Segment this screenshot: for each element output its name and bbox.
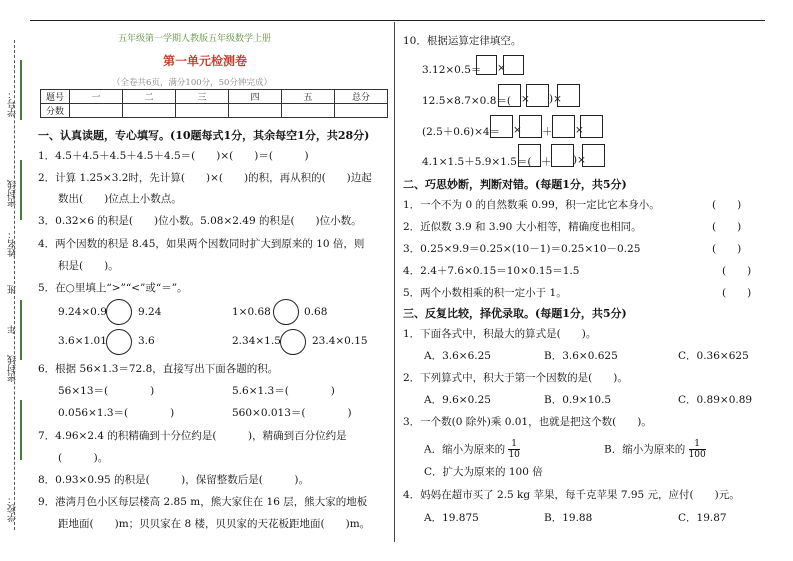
margin-bar bbox=[20, 160, 22, 220]
question: 8．0.93×0.95 的积是( )，保留整数后是( )。 bbox=[38, 474, 309, 486]
choice-option[interactable]: B．19.88 bbox=[544, 512, 593, 524]
score-cell: 一 bbox=[70, 90, 123, 104]
compare-expr: 1×0.68 bbox=[232, 306, 271, 318]
question: 4．妈妈在超市买了 2.5 kg 苹果，每千克苹果 7.95 元，应付( )元。 bbox=[403, 489, 740, 501]
answer-box[interactable] bbox=[490, 115, 513, 138]
answer-item: 5.6×1.3＝( ) bbox=[232, 385, 335, 397]
answer-box[interactable] bbox=[518, 144, 541, 167]
score-cell: 三 bbox=[176, 90, 229, 104]
answer-box[interactable] bbox=[503, 55, 524, 75]
question: 3．0.32×6 的积是( )位小数。5.08×2.49 的积是( )位小数。 bbox=[38, 215, 362, 227]
section3-title: 三、反复比较，择优录取。(每题1分，共5分) bbox=[403, 307, 627, 320]
compare-expr: 3.6×1.01 bbox=[58, 335, 107, 347]
op-symbol: )× bbox=[549, 93, 562, 105]
answer-box[interactable] bbox=[557, 84, 580, 107]
question: 2．计算 1.25×3.2时，先计算( )×( )的积，再从积的( )边起 bbox=[38, 172, 372, 184]
top-rule bbox=[30, 20, 765, 21]
question: 数出( )位点上小数点。 bbox=[58, 193, 182, 205]
question: 10．根据运算定律填空。 bbox=[403, 35, 522, 47]
score-cell: 五 bbox=[282, 90, 335, 104]
choice-option[interactable]: C．19.87 bbox=[678, 512, 727, 524]
op-symbol: × bbox=[513, 124, 522, 136]
question: ( )。 bbox=[58, 452, 109, 464]
compare-circle[interactable] bbox=[106, 299, 132, 325]
score-cell: 总分 bbox=[335, 90, 388, 104]
margin-school-label: 学校： bbox=[8, 495, 18, 522]
judge-paren[interactable]: ( ) bbox=[722, 265, 752, 277]
choice-text: A．缩小为原来的 bbox=[424, 443, 506, 456]
compare-expr: 9.24×0.9 bbox=[58, 306, 107, 318]
compare-expr: 9.24 bbox=[138, 306, 162, 318]
judge-paren[interactable]: ( ) bbox=[712, 221, 742, 233]
choice-option[interactable]: C．扩大为原来的 100 倍 bbox=[424, 466, 543, 478]
exam-note: （全卷共6页，满分100分，50分钟完成） bbox=[112, 78, 272, 88]
answer-box[interactable] bbox=[552, 115, 575, 138]
compare-circle[interactable] bbox=[280, 329, 306, 355]
exam-subtitle: 五年级第一学期人教版五年级数学上册 bbox=[118, 34, 272, 44]
law-expr: (2.5＋0.6)×4＝ bbox=[422, 126, 501, 138]
answer-box[interactable] bbox=[580, 115, 603, 138]
choice-option[interactable]: B．3.6×0.625 bbox=[544, 350, 618, 362]
question: 积是( )。 bbox=[58, 260, 119, 272]
section1-title: 一、认真读题，专心填写。(10题每式1分，其余每空1分，共28分) bbox=[38, 129, 370, 142]
choice-option[interactable]: C．0.36×625 bbox=[678, 350, 749, 362]
judge-item: 5．两个小数相乘的积一定小于 1。 bbox=[403, 287, 567, 299]
op-symbol: )× bbox=[573, 154, 586, 166]
margin-grade-label: 年 bbox=[8, 325, 18, 334]
op-symbol: × bbox=[575, 124, 584, 136]
law-expr: 4.1×1.5＋5.9×1.5＝( bbox=[422, 156, 532, 168]
choice-option[interactable]: C．0.89×0.89 bbox=[678, 394, 753, 406]
answer-box[interactable] bbox=[551, 144, 574, 167]
law-expr: 12.5×8.7×0.8＝( bbox=[422, 95, 511, 107]
question: 距地面( )m；贝贝家在 8 楼，贝贝家的天花板距地面( )m。 bbox=[58, 518, 371, 530]
choice-option[interactable] bbox=[604, 439, 706, 460]
question: 4．两个因数的积是 8.45，如果两个因数同时扩大到原来的 10 倍，则 bbox=[38, 238, 365, 250]
judge-paren[interactable]: ( ) bbox=[712, 199, 742, 211]
answer-item: 0.056×1.3＝( ) bbox=[58, 407, 175, 419]
choice-option[interactable]: A．9.6×0.25 bbox=[424, 394, 491, 406]
margin-bar bbox=[20, 400, 22, 460]
question: 3．一个数(0 除外)乘 0.01，也就是把这个数( )。 bbox=[403, 416, 652, 428]
answer-item: 560×0.013＝( ) bbox=[232, 407, 352, 419]
score-cell: 四 bbox=[229, 90, 282, 104]
margin-bar bbox=[20, 60, 22, 120]
compare-expr: 23.4×0.15 bbox=[312, 335, 368, 347]
margin-class-label: 班 bbox=[8, 285, 18, 294]
op-symbol: × bbox=[497, 62, 506, 74]
column-divider bbox=[394, 22, 395, 542]
compare-circle[interactable] bbox=[106, 329, 132, 355]
judge-paren[interactable]: ( ) bbox=[722, 287, 752, 299]
answer-box[interactable] bbox=[476, 55, 497, 75]
answer-box[interactable] bbox=[526, 84, 549, 107]
judge-item: 1．一个不为 0 的自然数乘 0.99，积一定比它本身小。 bbox=[403, 199, 660, 211]
choice-option[interactable]: B．0.9×10.5 bbox=[544, 394, 612, 406]
answer-box[interactable] bbox=[582, 144, 605, 167]
op-symbol: ＋ bbox=[542, 126, 553, 138]
compare-expr: 0.68 bbox=[304, 306, 328, 318]
question: 7．4.96×2.4 的积精确到十分位约是( )，精确到百分位约是 bbox=[38, 430, 347, 442]
score-cell: 分数 bbox=[41, 104, 70, 118]
exam-title: 第一单元检测卷 bbox=[163, 54, 248, 68]
op-symbol: ＋ bbox=[541, 156, 552, 168]
answer-item: 56×13＝( ) bbox=[58, 385, 155, 397]
score-table bbox=[40, 89, 388, 118]
judge-item: 3．0.25×9.9＝0.25×(10－1)＝0.25×10－0.25 bbox=[403, 243, 641, 255]
fraction: $\frac{1}{100}$ bbox=[688, 439, 706, 460]
margin-id-label: 学号： bbox=[8, 90, 18, 117]
fraction: $\frac{1}{10}$ bbox=[508, 439, 520, 460]
answer-box[interactable] bbox=[498, 84, 521, 107]
score-cell: 题号 bbox=[41, 90, 70, 104]
question: 5．在○里填上“>”“<”或“＝”。 bbox=[38, 282, 188, 294]
judge-item: 2．近似数 3.9 和 3.90 大小相等，精确度也相同。 bbox=[403, 221, 642, 233]
question: 1．4.5＋4.5＋4.5＋4.5＋4.5＝( )×( )＝( ) bbox=[38, 150, 309, 162]
answer-box[interactable] bbox=[519, 115, 542, 138]
question: 1．下面各式中，积最大的算式是( )。 bbox=[403, 328, 597, 340]
compare-expr: 2.34×1.5 bbox=[232, 335, 281, 347]
score-cell: 二 bbox=[123, 90, 176, 104]
margin-dashed-line bbox=[14, 40, 17, 530]
margin-bar bbox=[20, 300, 22, 360]
op-symbol: × bbox=[521, 93, 530, 105]
judge-paren[interactable]: ( ) bbox=[712, 243, 742, 255]
question: 9．港湾月色小区每层楼高 2.85 m，熊大家住在 16 层，熊大家的地板 bbox=[38, 496, 368, 508]
choice-option[interactable] bbox=[424, 439, 520, 460]
law-expr: 3.12×0.5＝ bbox=[422, 64, 482, 76]
section2-title: 二、巧思妙断，判断对错。(每题1分，共5分) bbox=[403, 178, 627, 191]
margin-seal-label: 密封线 bbox=[8, 180, 18, 207]
question: 6．根据 56×1.3＝72.8，直接写出下面各题的积。 bbox=[38, 363, 279, 375]
question: 2．下列算式中，积大于第一个因数的是( )。 bbox=[403, 372, 628, 384]
choice-option[interactable]: A．19.875 bbox=[424, 512, 479, 524]
choice-text: B．缩小为原来的 bbox=[604, 443, 686, 456]
compare-circle[interactable] bbox=[273, 299, 299, 325]
judge-item: 4．2.4＋7.6×0.15＝10×0.15＝1.5 bbox=[403, 265, 580, 277]
choice-option[interactable]: A．3.6×6.25 bbox=[424, 350, 491, 362]
margin-name-label: 姓名： bbox=[8, 230, 18, 257]
margin-seal-label-2: 密封线 bbox=[8, 355, 18, 382]
compare-expr: 3.6 bbox=[138, 335, 155, 347]
